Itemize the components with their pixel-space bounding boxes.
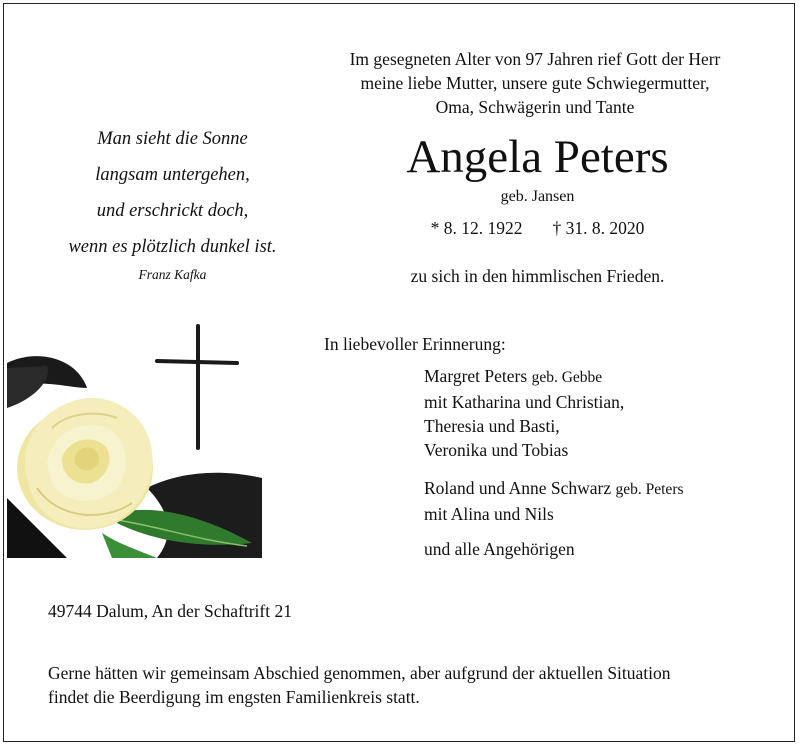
mourner-name-2: Roland und Anne Schwarz bbox=[424, 478, 612, 498]
quote bbox=[30, 121, 315, 265]
funeral-notice bbox=[48, 661, 671, 709]
mourner-line: mit Alina und Nils bbox=[424, 504, 554, 524]
mourner-name-1: Margret Peters bbox=[424, 366, 528, 386]
peace-line: zu sich in den himmlischen Frieden. bbox=[410, 266, 665, 286]
deceased-name: Angela Peters bbox=[406, 131, 669, 183]
mourner-group-1 bbox=[424, 364, 624, 462]
quote-author: Franz Kafka bbox=[138, 267, 207, 282]
quote-line-2: langsam untergehen, bbox=[95, 165, 250, 185]
intro-text bbox=[310, 47, 760, 119]
mourner-group-3: und alle Angehörigen bbox=[424, 539, 575, 559]
quote-line-4: wenn es plötzlich dunkel ist. bbox=[68, 237, 277, 257]
mourner-group-2 bbox=[424, 476, 684, 526]
rose-image bbox=[7, 318, 262, 558]
death-date: † 31. 8. 2020 bbox=[552, 218, 645, 238]
life-dates bbox=[310, 218, 765, 239]
mourner-note-1: geb. Gebbe bbox=[531, 369, 603, 386]
notice-line-2: findet die Beerdigung im engsten Familienkreis statt. bbox=[48, 687, 420, 707]
mourner-line: Veronika und Tobias bbox=[424, 440, 569, 460]
quote-line-3: und erschrickt doch, bbox=[96, 201, 249, 221]
birth-date: * 8. 12. 1922 bbox=[430, 218, 523, 238]
memory-heading: In liebevoller Erinnerung: bbox=[324, 334, 506, 354]
mourner-line: Theresia und Basti, bbox=[424, 416, 560, 436]
quote-line-1: Man sieht die Sonne bbox=[97, 129, 248, 149]
intro-line-1: Im gesegneten Alter von 97 Jahren rief Gott der Herr bbox=[349, 49, 721, 69]
birth-name: geb. Jansen bbox=[500, 188, 575, 205]
mourner-note-2: geb. Peters bbox=[615, 481, 684, 498]
address: 49744 Dalum, An der Schaftrift 21 bbox=[48, 601, 292, 621]
intro-line-3: Oma, Schwägerin und Tante bbox=[435, 97, 635, 117]
mourner-line: mit Katharina und Christian, bbox=[424, 392, 625, 412]
notice-line-1: Gerne hätten wir gemeinsam Abschied genommen, aber aufgrund der aktuellen Situation bbox=[48, 663, 671, 683]
intro-line-2: meine liebe Mutter, unsere gute Schwiegermutter, bbox=[360, 73, 710, 93]
